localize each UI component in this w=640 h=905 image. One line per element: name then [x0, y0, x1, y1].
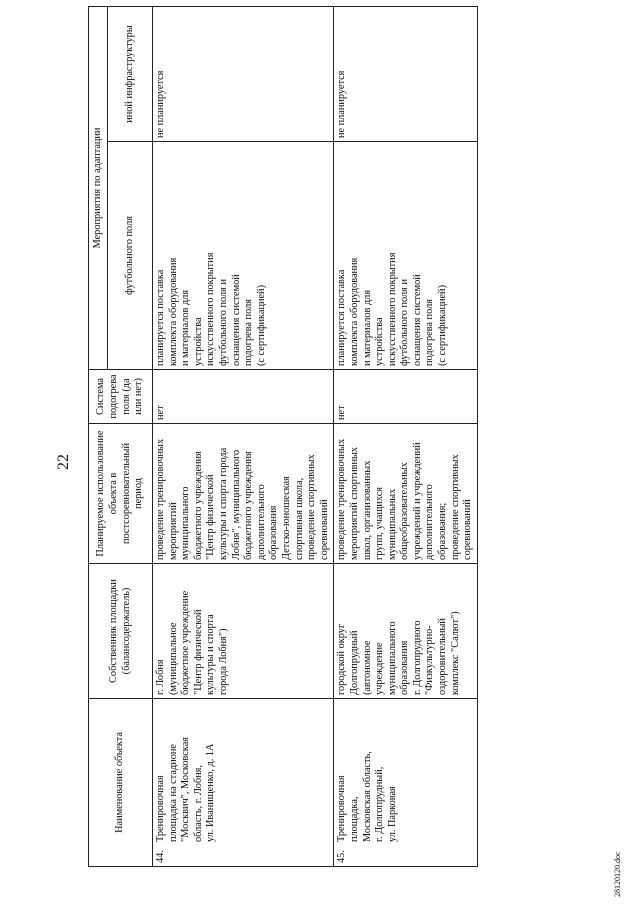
cell-owner-line: г. Лобня	[155, 659, 166, 695]
cell-object-name-line: ул. Иванищенко, д. 1А	[205, 743, 217, 842]
cell-planned-use-line: образования;	[437, 502, 449, 560]
header-football-field: футбольного поля	[108, 142, 153, 370]
cell-planned-use-line: "Центр физической	[205, 474, 217, 560]
cell-object-name-line: "Москвич", Московская	[180, 736, 192, 842]
cell-football-field-measures-line: комплекта оборудования	[167, 257, 179, 366]
cell-football-field-measures-line: искусственного покрытия	[386, 252, 398, 366]
cell-football-field-measures-line: комплекта оборудования	[348, 257, 360, 366]
cell-planned-use-line: Лобня", муниципального	[230, 449, 242, 560]
cell-object-name-line: Тренировочная	[336, 775, 348, 842]
cell-planned-use-line: учреждений и учреждений	[411, 442, 423, 560]
cell-object-name-line: Тренировочная	[155, 775, 166, 842]
cell-planned-use-line: культуры и спорта города	[217, 447, 229, 560]
cell-owner	[334, 564, 478, 699]
cell-planned-use-line: муниципальных	[386, 488, 398, 560]
cell-planned-use-line: муниципального	[180, 486, 192, 560]
cell-football-field-measures-line: устройства	[374, 317, 386, 366]
cell-planned-use-line: проведение спортивных	[306, 454, 318, 560]
header-name: Наименование объекта	[89, 699, 153, 867]
cell-football-field-measures-line: искусственного покрытия	[205, 252, 217, 366]
cell-planned-use-line: образования	[268, 505, 280, 560]
cell-object-name-line: ул. Парковая	[386, 786, 398, 842]
cell-football-field-measures-line: планируется поставка	[155, 269, 166, 366]
cell-football-field-measures-line: устройства	[192, 317, 204, 366]
cell-owner-line: Долгопрудный	[348, 630, 360, 695]
cell-owner-line: культуры и спорта	[205, 614, 217, 695]
cell-object-name-line: область, г. Лобня,	[192, 765, 204, 842]
cell-object-name-line: г. Долгопрудный,	[374, 766, 386, 842]
table-header-row	[89, 6, 108, 866]
cell-owner-line: оздоровительный	[437, 618, 449, 695]
cell-planned-use-line: проведение тренировочных	[155, 438, 166, 560]
footer-filename: 28120120.doc	[613, 851, 622, 897]
cell-owner-line: городской округ	[336, 623, 348, 695]
row-number: 45.	[336, 850, 348, 863]
cell-heating: нет	[153, 370, 334, 424]
cell-planned-use-line: школ, организованных	[361, 460, 373, 560]
cell-other-infra-measures: не планируется	[334, 6, 478, 141]
cell-planned-use-line: мероприятий спортивных	[348, 446, 360, 560]
cell-planned-use-line: бюджетного учреждения	[243, 451, 255, 560]
cell-owner-line: комплекс "Салют")	[449, 611, 461, 695]
cell-planned-use-line: мероприятий	[167, 502, 179, 560]
cell-planned-use-line: дополнительного	[424, 484, 436, 560]
cell-owner-line: г. Долгопрудного	[411, 620, 423, 695]
cell-owner-line: муниципального	[386, 621, 398, 695]
cell-other-infra-measures: не планируется	[153, 6, 334, 141]
header-use: Планируемое использование объекта в постсоревновательный период	[89, 424, 153, 564]
cell-planned-use-line: проведение спортивных	[449, 454, 461, 560]
header-other-infra: иной инфраструктуры	[108, 6, 153, 141]
cell-planned-use	[153, 424, 334, 564]
cell-planned-use-line: соревнований	[462, 499, 474, 560]
cell-object-name-line: Московская область,	[361, 751, 373, 842]
cell-owner-line: города Лобня")	[217, 628, 229, 695]
cell-football-field-measures-line: (с сертификацией)	[255, 285, 267, 366]
cell-football-field-measures-line: оснащения системой	[411, 274, 423, 366]
cell-planned-use-line: общеобразовательных	[399, 462, 411, 560]
cell-football-field-measures-line: подогрева поля	[424, 299, 436, 366]
cell-object-name-line: площадка,	[348, 796, 360, 842]
cell-football-field-measures-line: футбольного поля и	[217, 279, 229, 366]
cell-object-name	[334, 699, 478, 867]
header-owner: Собственник площадки (балансодержатель)	[89, 564, 153, 699]
cell-football-field-measures-line: планируется поставка	[336, 269, 348, 366]
cell-owner-line: образования	[399, 640, 411, 695]
cell-football-field-measures-line: и материалов для	[361, 289, 373, 366]
cell-football-field-measures-line: и материалов для	[180, 289, 192, 366]
table-row	[153, 6, 334, 866]
cell-planned-use-line: проведение тренировочных	[336, 438, 348, 560]
cell-planned-use	[334, 424, 478, 564]
cell-planned-use-line: соревнований	[318, 499, 330, 560]
cell-owner-line: бюджетное учреждение	[180, 590, 192, 695]
cell-planned-use-line: дополнительного	[255, 484, 267, 560]
cell-object-name	[153, 699, 334, 867]
cell-heating: нет	[334, 370, 478, 424]
cell-owner	[153, 564, 334, 699]
cell-football-field-measures-line: (с сертификацией)	[437, 285, 449, 366]
cell-owner-line: (автономное	[361, 640, 373, 695]
cell-planned-use-line: групп, учащихся	[374, 486, 386, 560]
table-row	[334, 6, 478, 866]
page-number: 22	[55, 454, 72, 470]
cell-owner-line: учреждение	[374, 642, 386, 695]
cell-football-field-measures	[153, 142, 334, 370]
cell-football-field-measures-line: подогрева поля	[243, 299, 255, 366]
cell-planned-use-line: бюджетного учреждения	[192, 451, 204, 560]
header-heating: Система подогрева поля (да или нет)	[89, 370, 153, 424]
adaptation-table	[88, 6, 478, 867]
cell-owner-line: (муниципальное	[167, 622, 179, 695]
cell-planned-use-line: Детско-юношеская	[280, 476, 292, 560]
cell-planned-use-line: спортивная школа,	[293, 477, 305, 560]
cell-owner-line: "Центр физической	[192, 609, 204, 695]
cell-object-name-line: площадка на стадионе	[167, 744, 179, 842]
cell-football-field-measures	[334, 142, 478, 370]
header-adaptation: Мероприятия по адаптации	[89, 6, 108, 369]
cell-football-field-measures-line: оснащения системой	[230, 274, 242, 366]
row-number: 44.	[155, 850, 166, 863]
cell-football-field-measures-line: футбольного поля и	[399, 279, 411, 366]
cell-owner-line: "Физкультурно-	[424, 625, 436, 695]
